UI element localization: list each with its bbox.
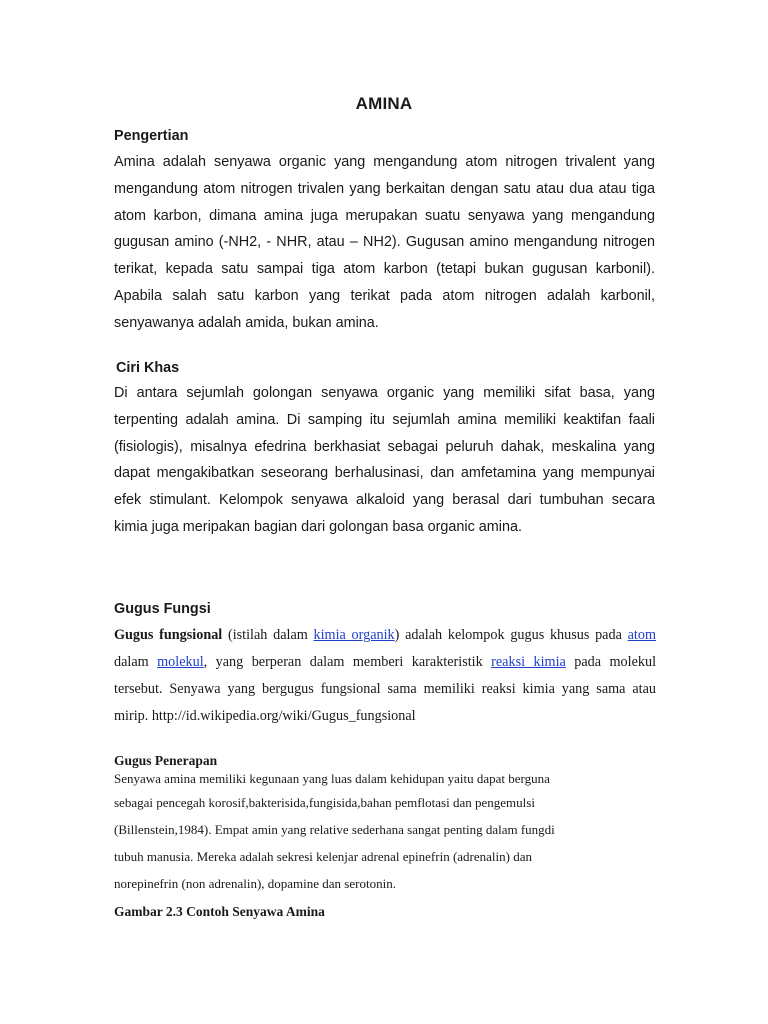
gugus-fungsional-term: Gugus fungsional: [114, 627, 223, 643]
section-gugus-fungsi: [114, 599, 655, 619]
section-pengertian: [114, 126, 655, 337]
text-run: dalam: [114, 654, 158, 670]
link-atom[interactable]: atom: [627, 627, 656, 643]
link-molekul[interactable]: molekul: [157, 654, 204, 670]
figure-caption: Gambar 2.3 Contoh Senyawa Amina: [114, 904, 325, 919]
gugus-fungsi-heading: Gugus Fungsi: [114, 601, 211, 617]
document-title: AMINA: [355, 94, 413, 113]
text-run: (istilah dalam: [222, 627, 314, 643]
text-run: pada molekul tersebut. Senyawa yang bergugus fungsional sama memiliki reaksi kimia yang sama atau mirip. http://id.wikipedia.org/wiki/Gugus_fungsional: [114, 654, 657, 724]
penerapan-line: norepinefrin (non adrenalin), dopamine dan serotonin.: [114, 876, 396, 891]
link-reaksi-kimia[interactable]: reaksi kimia: [491, 654, 566, 670]
pengertian-paragraph: Amina adalah senyawa organic yang mengandung atom nitrogen trivalent yang mengandung atom nitrogen trivalen yang berkaitan dengan satu atau dua atau tiga atom karbon, dimana amina juga merupakan suatu senyawa yang mengandung gugusan amino (-NH2, - NHR, atau – NH2). Gugusan amino mengandung nitrogen terikat, kepada satu sampai tiga atom karbon (tetapi bukan gugusan karbonil). Apabila salah satu karbon yang terikat pada atom nitrogen adalah karbonil, senyawanya adalah amida, bukan amina.: [114, 154, 655, 331]
text-run: ) adalah kelompok gugus khusus pada: [394, 627, 628, 643]
gugus-penerapan-heading: Gugus Penerapan: [114, 753, 218, 768]
penerapan-line: sebagai pencegah korosif,bakterisida,fungisida,bahan pemflotasi dan pengemulsi: [114, 795, 535, 810]
pengertian-heading: Pengertian: [114, 128, 189, 144]
link-kimia-organik[interactable]: kimia organik: [313, 627, 395, 643]
section-ciri-khas: [114, 358, 655, 541]
penerapan-line: Senyawa amina memiliki kegunaan yang luas dalam kehidupan yaitu dapat berguna: [114, 771, 550, 786]
ciri-khas-paragraph: Di antara sejumlah golongan senyawa organic yang memiliki sifat basa, yang terpenting adalah amina. Di samping itu sejumlah amina memiliki keaktifan faali (fisiologis), misalnya efedrina berkhasiat sebagai peluruh dahak, meskalina yang dapat mengakibatkan seseorang berhalusinasi, dan amfetamina yang mempunyai efek stimulant. Kelompok senyawa alkaloid yang berasal dari tumbuhan secara kimia juga meripakan bagian dari golongan basa organic amina.: [114, 385, 655, 535]
section-gugus-penerapan: [114, 753, 674, 920]
ciri-khas-heading: Ciri Khas: [116, 360, 180, 376]
gugus-fungsi-paragraph: [114, 622, 656, 730]
penerapan-line: (Billenstein,1984). Empat amin yang relative sederhana sangat penting dalam fungdi: [114, 822, 555, 837]
penerapan-line: tubuh manusia. Mereka adalah sekresi kelenjar adrenal epinefrin (adrenalin) dan: [114, 849, 532, 864]
gugus-fungsi-body: [114, 622, 656, 730]
text-run: , yang berperan dalam memberi karakteristik: [203, 654, 492, 670]
